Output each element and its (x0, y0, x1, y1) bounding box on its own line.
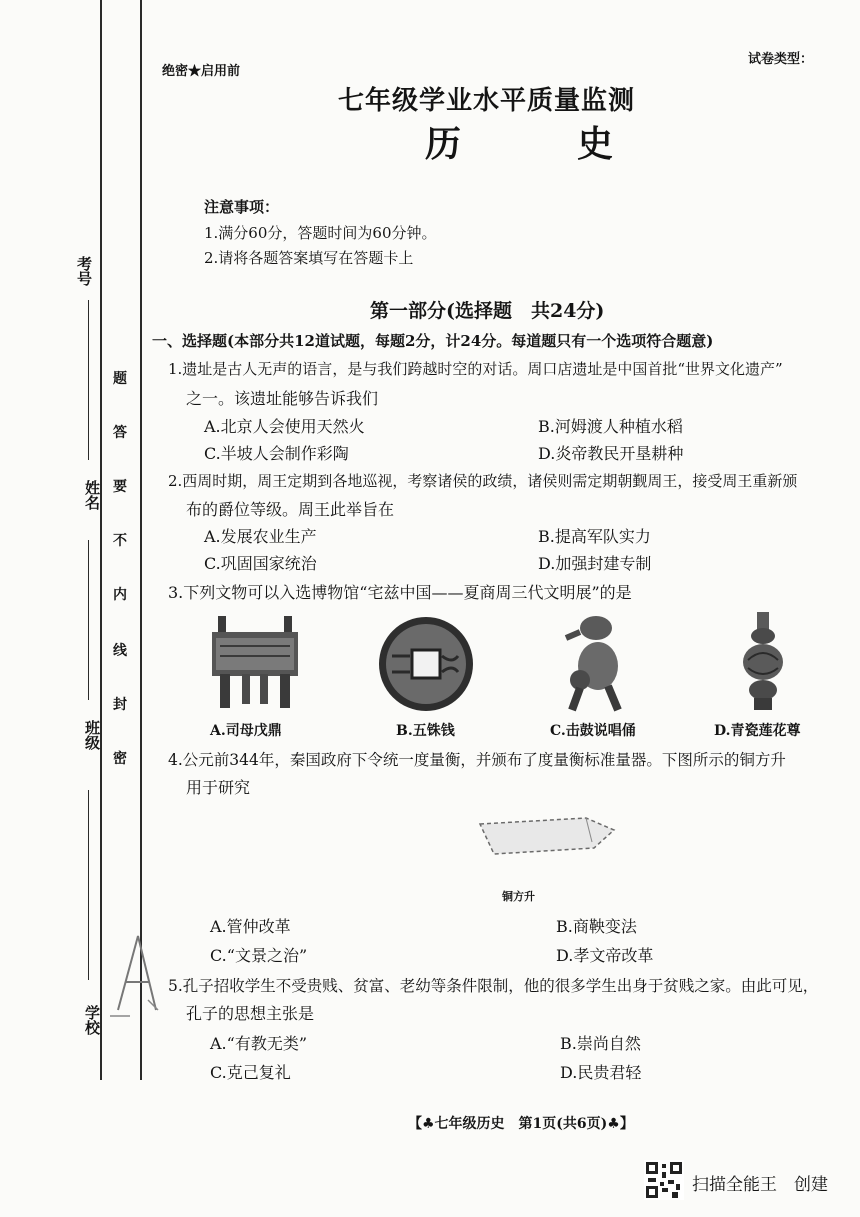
q4-option-d: D.孝文帝改革 (556, 946, 654, 965)
artifact-coin-image (376, 614, 476, 714)
q2-option-a: A.发展农业生产 (204, 527, 317, 546)
q4-line-2: 用于研究 (186, 778, 251, 797)
q4-line-1: 4.公元前344年，秦国政府下令统一度量衡，并颁布了度量衡标准量器。下图所示的铜方升 (168, 751, 786, 769)
sidebar-label-class: 班级 (83, 720, 101, 750)
q4-option-c: C.“文景之治” (210, 946, 308, 965)
exam-title: 七年级学业水平质量监测 (338, 86, 636, 116)
q1-line-1: 1.遗址是古人无声的语言，是与我们跨越时空的对话。周口店遗址是中国首批“世界文化遗产” (168, 360, 783, 378)
part1-title: 第一部分(选择题 共24分) (370, 300, 605, 322)
seal-char-3: 要 (113, 479, 127, 495)
qr-code-icon (644, 1160, 684, 1200)
bronze-measure-caption: 铜方升 (502, 890, 535, 903)
q2-option-d: D.加强封建专制 (538, 554, 652, 573)
sidebar-fill-line-2 (88, 540, 89, 700)
q3-image-caption-c: C.击鼓说唱俑 (550, 723, 636, 739)
q1-option-c: C.半坡人会制作彩陶 (204, 444, 349, 463)
q1-option-b: B.河姆渡人种植水稻 (538, 417, 683, 436)
artifact-vase-image (740, 610, 786, 714)
q5-option-b: B.崇尚自然 (560, 1034, 641, 1053)
q5-option-c: C.克己复礼 (210, 1063, 291, 1082)
pencil-mark (108, 930, 168, 1020)
seal-char-7: 封 (113, 697, 127, 713)
q4-option-b: B.商鞅变法 (556, 917, 637, 936)
artifact-figurine-image (560, 610, 630, 714)
seal-char-4: 不 (113, 533, 127, 549)
sidebar-label-school: 学校 (83, 1005, 101, 1035)
subject-title: 历 史 (425, 123, 654, 165)
notice-heading: 注意事项： (204, 198, 280, 216)
page-footer: 【♣七年级历史 第1页(共6页)♣】 (408, 1116, 634, 1132)
sidebar-label-name: 姓名 (83, 480, 101, 510)
seal-char-8: 密 (113, 751, 127, 767)
bronze-measure-image (474, 812, 620, 872)
seal-char-2: 答 (113, 425, 127, 441)
sidebar-fill-line-3 (88, 790, 89, 980)
scanner-brand-text: 扫描全能王 创建 (692, 1175, 828, 1195)
notice-item-2: 2.请将各题答案填写在答题卡上 (204, 249, 414, 267)
q2-option-c: C.巩固国家统治 (204, 554, 317, 573)
sidebar-label-kaohao: 考号 (75, 256, 93, 286)
paper-type-label: 试卷类型： (748, 52, 814, 67)
q3-image-caption-d: D.青瓷莲花尊 (714, 723, 801, 739)
q5-line-2: 孔子的思想主张是 (186, 1004, 315, 1023)
notice-item-1: 1.满分60分，答题时间为60分钟。 (204, 224, 437, 242)
q2-line-2: 布的爵位等级。周王此举旨在 (186, 500, 395, 519)
secret-label: 绝密★启用前 (162, 64, 241, 79)
sidebar-fill-line-1 (88, 300, 89, 460)
q1-line-2: 之一。该遗址能够告诉我们 (186, 389, 379, 408)
q3-image-caption-b: B.五铢钱 (396, 723, 455, 739)
q2-line-1: 2.西周时期，周王定期到各地巡视，考察诸侯的政绩，诸侯则需定期朝觐周王，接受周王重新颁 (168, 472, 798, 490)
q5-option-a: A.“有教无类” (210, 1034, 308, 1053)
q2-option-b: B.提高军队实力 (538, 527, 651, 546)
seal-char-1: 题 (113, 371, 127, 387)
q4-option-a: A.管仲改革 (210, 917, 291, 936)
seal-char-6: 线 (113, 643, 127, 659)
seal-char-5: 内 (113, 587, 127, 603)
artifact-ding-image (206, 612, 304, 712)
margin-line-outer (100, 0, 102, 1080)
q1-option-a: A.北京人会使用天然火 (204, 417, 365, 436)
q1-option-d: D.炎帝教民开垦耕种 (538, 444, 684, 463)
margin-line-inner (140, 0, 142, 1080)
q5-option-d: D.民贵君轻 (560, 1063, 642, 1082)
section-instruction: 一、选择题(本部分共12道试题，每题2分，计24分。每道题只有一个选项符合题意) (152, 332, 714, 350)
q3-image-caption-a: A.司母戊鼎 (210, 723, 282, 739)
q5-line-1: 5.孔子招收学生不受贵贱、贫富、老幼等条件限制，他的很多学生出身于贫贱之家。由此可见， (168, 977, 819, 995)
q3-line-1: 3.下列文物可以入选博物馆“宅兹中国——夏商周三代文明展”的是 (168, 583, 632, 602)
